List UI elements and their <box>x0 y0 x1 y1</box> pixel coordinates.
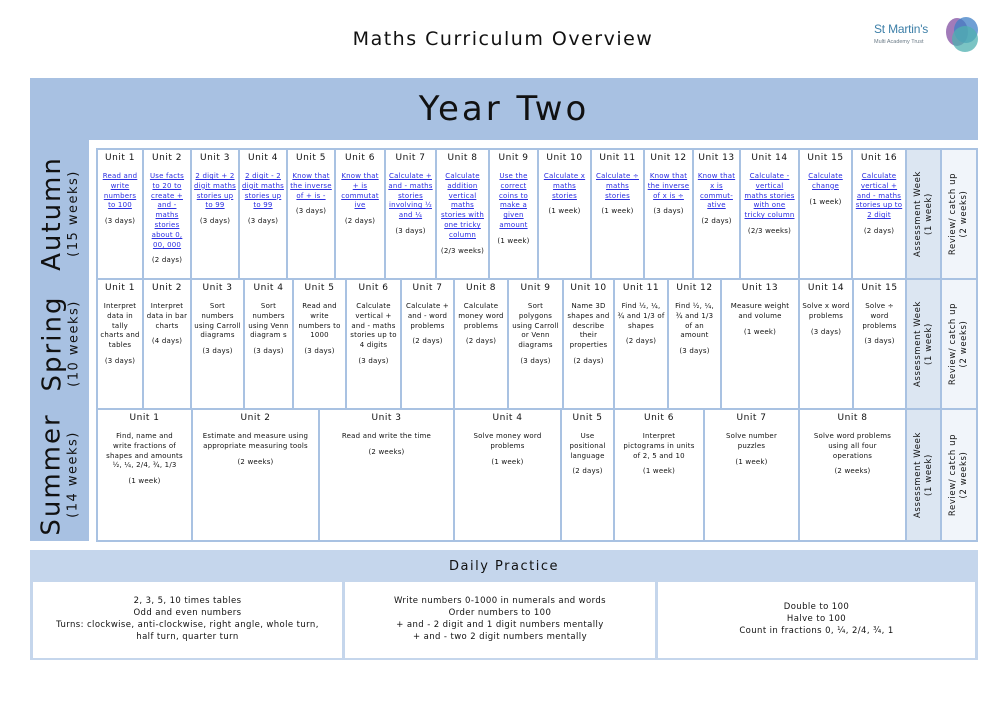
unit-title: Unit 12 <box>676 283 713 293</box>
spring-unit-3 <box>190 278 245 410</box>
practice-item: half turn, quarter turn <box>136 631 239 642</box>
unit-description: Solve ÷ word problems <box>862 302 897 330</box>
practice-item: Double to 100 <box>783 602 850 613</box>
unit-duration: (3 days) <box>864 337 895 346</box>
unit-description: Name 3D shapes and describe their properties <box>567 302 610 350</box>
unit-description: Find, name and write fractions of shapes and amounts ½, ¼, 2/4, ¾, 1/3 <box>106 432 183 470</box>
unit-duration: (3 days) <box>653 207 684 216</box>
autumn-unit-8 <box>435 148 490 280</box>
autumn-unit-16 <box>851 148 907 280</box>
unit-duration: (1 week) <box>497 236 530 245</box>
unit-description: Interpret data in bar charts <box>146 302 188 330</box>
unit-description: Read and write the time <box>341 432 432 440</box>
review-label: Review/ catch up <box>948 433 959 517</box>
unit-description: Use positional language <box>569 432 606 460</box>
unit-title: Unit 11 <box>599 153 636 163</box>
unit-title: Unit 14 <box>807 283 845 293</box>
unit-title: Unit 12 <box>650 153 687 163</box>
spring-unit-1 <box>96 278 144 410</box>
unit-title: Unit 6 <box>358 283 389 293</box>
spring-unit-2 <box>142 278 192 410</box>
unit-duration: (3 days) <box>358 356 389 365</box>
unit-link[interactable]: Calculate x maths stories <box>543 172 586 200</box>
year-title: Year Two <box>418 89 590 129</box>
spring-unit-7 <box>400 278 455 410</box>
unit-title: Unit 5 <box>296 153 326 163</box>
unit-duration: (1 week) <box>642 467 676 476</box>
unit-title: Unit 2 <box>152 283 182 293</box>
summer-unit-3 <box>318 408 455 542</box>
spring-unit-9 <box>507 278 564 410</box>
unit-duration: (3 days) <box>679 347 710 356</box>
unit-link[interactable]: Calculate addition vertical maths stories with one tricky column <box>441 172 484 239</box>
unit-duration: (1 week) <box>735 457 768 466</box>
summer-unit-2 <box>191 408 320 542</box>
unit-title: Unit 5 <box>304 283 335 293</box>
autumn-unit-2 <box>142 148 192 280</box>
practice-item: + and - 2 digit and 1 digit numbers mentally <box>396 620 604 630</box>
unit-duration: (3 days) <box>253 347 284 356</box>
autumn-unit-10 <box>537 148 592 280</box>
practice-item: Order numbers to 100 <box>448 608 552 619</box>
unit-duration: (2 days) <box>465 337 497 346</box>
unit-title: Unit 14 <box>751 153 788 163</box>
unit-title: Unit 10 <box>546 153 583 163</box>
unit-title: Unit 8 <box>447 153 478 163</box>
unit-duration: (2/3 weeks) <box>440 246 485 255</box>
summer-unit-6 <box>613 408 705 542</box>
unit-duration: (2 days) <box>625 337 657 346</box>
autumn-unit-4 <box>238 148 288 280</box>
logo-name: St Martin's <box>874 22 929 36</box>
practice-item: Odd and even numbers <box>133 608 242 619</box>
unit-duration: (2/3 weeks) <box>747 226 792 235</box>
spring-unit-4 <box>243 278 294 410</box>
unit-description: Find ½, ¼, ¾ and 1/3 of an amount <box>675 302 714 340</box>
assessment-label: Assessment Week <box>912 432 923 518</box>
autumn-review-catch-up <box>940 148 978 280</box>
unit-title: Unit 7 <box>736 413 767 423</box>
season-weeks: (15 weeks) <box>66 169 81 257</box>
spring-unit-11 <box>613 278 669 410</box>
unit-duration: (2 days) <box>573 356 604 365</box>
unit-description: Sort polygons using Carroll or Venn diagrams <box>512 302 559 350</box>
unit-link[interactable]: 2 digit + 2 digit maths stories up to 99 <box>194 172 236 210</box>
unit-title: Unit 3 <box>371 413 402 423</box>
unit-link[interactable]: Read and write numbers to 100 <box>102 172 138 210</box>
autumn-unit-11 <box>590 148 645 280</box>
unit-duration: (2 weeks) <box>834 467 871 476</box>
unit-title: Unit 4 <box>253 283 284 293</box>
unit-description: Sort numbers using Carroll diagrams <box>194 302 241 340</box>
autumn-unit-15 <box>798 148 853 280</box>
logo-circles-icon <box>940 16 982 54</box>
unit-duration: (4 days) <box>151 337 183 346</box>
unit-title: Unit 2 <box>152 153 182 163</box>
unit-duration: (3 days) <box>247 217 279 226</box>
unit-duration: (1 week) <box>809 197 842 206</box>
unit-duration: (1 week) <box>491 457 524 466</box>
unit-title: Unit 1 <box>105 153 135 163</box>
daily-practice-column-3 <box>658 582 975 658</box>
unit-link[interactable]: Use facts to 20 to create + and - maths stories about 0, 00, 000 <box>149 172 185 249</box>
review-label: Review/ catch up <box>948 302 959 386</box>
practice-item: Count in fractions 0, ¼, 2/4, ¾, 1 <box>739 625 894 636</box>
unit-description: Interpret pictograms in units of 2, 5 and 10 <box>623 432 695 460</box>
unit-title: Unit 3 <box>202 283 233 293</box>
spring-unit-8 <box>453 278 509 410</box>
unit-title: Unit 1 <box>129 413 160 423</box>
unit-duration: (2 days) <box>701 217 732 226</box>
daily-practice-column-2 <box>345 582 655 658</box>
unit-duration: (1 week) <box>743 327 777 336</box>
spring-unit-15 <box>852 278 907 410</box>
logo-subtitle: Multi Academy Trust <box>874 39 924 45</box>
unit-title: Unit 13 <box>741 283 779 293</box>
review-duration: (2 weeks) <box>959 190 970 238</box>
summer-unit-8 <box>798 408 907 542</box>
spring-unit-13 <box>720 278 800 410</box>
unit-description: Read and write numbers to 1000 <box>298 302 341 340</box>
season-weeks: (14 weeks) <box>66 431 82 518</box>
unit-link[interactable]: Know that the inverse of x is ÷ <box>647 172 690 200</box>
unit-link[interactable]: Know that the inverse of + is - <box>290 172 332 200</box>
unit-title: Unit 8 <box>466 283 496 293</box>
autumn-unit-9 <box>488 148 539 280</box>
unit-link[interactable]: 2 digit - 2 digit maths stories up to 99 <box>242 172 284 210</box>
unit-title: Unit 6 <box>644 413 674 423</box>
unit-duration: (2 days) <box>412 337 443 346</box>
season-label-summer <box>30 408 89 541</box>
unit-duration: (2 days) <box>151 256 183 265</box>
unit-title: Unit 10 <box>570 283 607 293</box>
autumn-unit-5 <box>286 148 336 280</box>
practice-item: Turns: clockwise, anti-clockwise, right angle, whole turn, <box>56 620 319 630</box>
unit-description: Calculate vertical + and - maths stories up to 4 digits <box>350 302 397 350</box>
assessment-label: Assessment Week <box>912 301 923 387</box>
unit-description: Find ½, ¼, ¾ and 1/3 of shapes <box>617 302 665 330</box>
unit-description: Solve word problems using all four operations <box>813 432 892 460</box>
assessment-duration: (1 week) <box>923 323 934 365</box>
summer-unit-1 <box>96 408 193 542</box>
unit-link[interactable]: Use the correct coins to make a given amount <box>498 172 528 229</box>
unit-duration: (2 weeks) <box>237 457 274 466</box>
unit-duration: (3 days) <box>104 217 136 226</box>
unit-description: Calculate + and - word problems <box>406 302 449 330</box>
unit-description: Calculate money word problems <box>458 302 504 330</box>
summer-unit-7 <box>703 408 800 542</box>
unit-title: Unit 8 <box>837 413 868 423</box>
unit-title: Unit 15 <box>861 283 898 293</box>
summer-review-catch-up <box>940 408 978 542</box>
unit-duration: (3 days) <box>304 347 335 356</box>
spring-unit-6 <box>345 278 402 410</box>
unit-duration: (3 days) <box>202 347 233 356</box>
unit-link[interactable]: Know that + is commutat ive <box>341 172 379 210</box>
spring-review-catch-up <box>940 278 978 410</box>
assessment-label: Assessment Week <box>912 171 923 257</box>
autumn-unit-12 <box>643 148 694 280</box>
autumn-unit-13 <box>692 148 741 280</box>
unit-description: Estimate and measure using appropriate measuring tools <box>202 432 309 450</box>
unit-link[interactable]: Know that x is commut- ative <box>697 172 736 210</box>
summer-unit-4 <box>453 408 562 542</box>
unit-duration: (3 days) <box>104 356 136 365</box>
unit-duration: (1 week) <box>128 477 161 486</box>
practice-item: + and - two 2 digit numbers mentally <box>412 631 587 642</box>
unit-duration: (3 days) <box>199 217 231 226</box>
spring-unit-5 <box>292 278 347 410</box>
autumn-unit-1 <box>96 148 144 280</box>
season-weeks: (10 weeks) <box>66 299 81 387</box>
unit-title: Unit 13 <box>698 153 735 163</box>
autumn-unit-6 <box>334 148 386 280</box>
unit-link[interactable]: Calculate - vertical maths stories with one tricky column <box>744 172 795 220</box>
unit-description: Solve money word problems <box>473 432 542 450</box>
unit-description: Solve x word problems <box>802 302 850 320</box>
unit-title: Unit 5 <box>572 413 603 423</box>
unit-link[interactable]: Calculate vertical + and - maths stories up to 2 digit <box>855 172 903 220</box>
school-logo <box>874 16 984 56</box>
review-duration: (2 weeks) <box>959 451 970 499</box>
practice-item: 2, 3, 5, 10 times tables <box>133 596 242 607</box>
season-label-spring <box>30 278 89 408</box>
review-label: Review/ catch up <box>948 172 959 256</box>
unit-title: Unit 7 <box>395 153 426 163</box>
review-duration: (2 weeks) <box>959 320 970 368</box>
unit-description: Interpret data in tally charts and tables <box>100 302 140 350</box>
assessment-duration: (1 week) <box>923 193 934 235</box>
season-name: Spring <box>37 295 67 391</box>
unit-title: Unit 9 <box>520 283 551 293</box>
summer-unit-5 <box>560 408 615 542</box>
unit-duration: (3 days) <box>520 356 551 365</box>
unit-duration: (3 days) <box>395 226 426 235</box>
unit-title: Unit 4 <box>248 153 278 163</box>
autumn-unit-7 <box>384 148 437 280</box>
unit-duration: (1 week) <box>601 207 634 216</box>
unit-description: Sort numbers using Venn diagram s <box>248 302 289 340</box>
unit-title: Unit 15 <box>807 153 844 163</box>
unit-title: Unit 6 <box>345 153 375 163</box>
autumn-unit-14 <box>739 148 800 280</box>
unit-title: Unit 1 <box>105 283 135 293</box>
assessment-duration: (1 week) <box>923 454 934 496</box>
unit-link[interactable]: Calculate change <box>808 172 843 190</box>
season-label-autumn <box>30 148 89 278</box>
spring-unit-10 <box>562 278 615 410</box>
unit-duration: (2 weeks) <box>368 447 405 456</box>
unit-duration: (2 days) <box>572 467 603 476</box>
unit-duration: (1 week) <box>548 207 581 216</box>
unit-duration: (2 days) <box>344 217 376 226</box>
daily-practice-title: Daily Practice <box>449 559 559 574</box>
spring-unit-12 <box>667 278 722 410</box>
unit-title: Unit 7 <box>412 283 443 293</box>
unit-title: Unit 4 <box>492 413 523 423</box>
unit-link[interactable]: Calculate + and - maths stories involving ½ and ¼ <box>388 172 433 220</box>
season-name: Autumn <box>37 155 67 271</box>
spring-unit-14 <box>798 278 854 410</box>
unit-duration: (2 days) <box>863 226 895 235</box>
daily-practice-column-1 <box>33 582 342 658</box>
unit-duration: (3 days) <box>810 327 842 336</box>
season-name: Summer <box>37 413 68 536</box>
unit-title: Unit 3 <box>200 153 230 163</box>
unit-title: Unit 11 <box>622 283 660 293</box>
autumn-assessment-week <box>905 148 942 280</box>
unit-link[interactable]: Calculate ÷ maths stories <box>596 172 639 200</box>
unit-duration: (3 days) <box>295 207 327 216</box>
unit-description: Solve number puzzles <box>725 432 778 450</box>
unit-title: Unit 9 <box>498 153 529 163</box>
autumn-unit-3 <box>190 148 240 280</box>
summer-assessment-week <box>905 408 942 542</box>
unit-title: Unit 2 <box>240 413 271 423</box>
practice-item: Write numbers 0-1000 in numerals and words <box>393 596 606 607</box>
spring-assessment-week <box>905 278 942 410</box>
unit-title: Unit 16 <box>860 153 898 163</box>
document-title: Maths Curriculum Overview <box>352 28 654 50</box>
unit-description: Measure weight and volume <box>730 302 790 320</box>
practice-item: Halve to 100 <box>786 614 847 625</box>
